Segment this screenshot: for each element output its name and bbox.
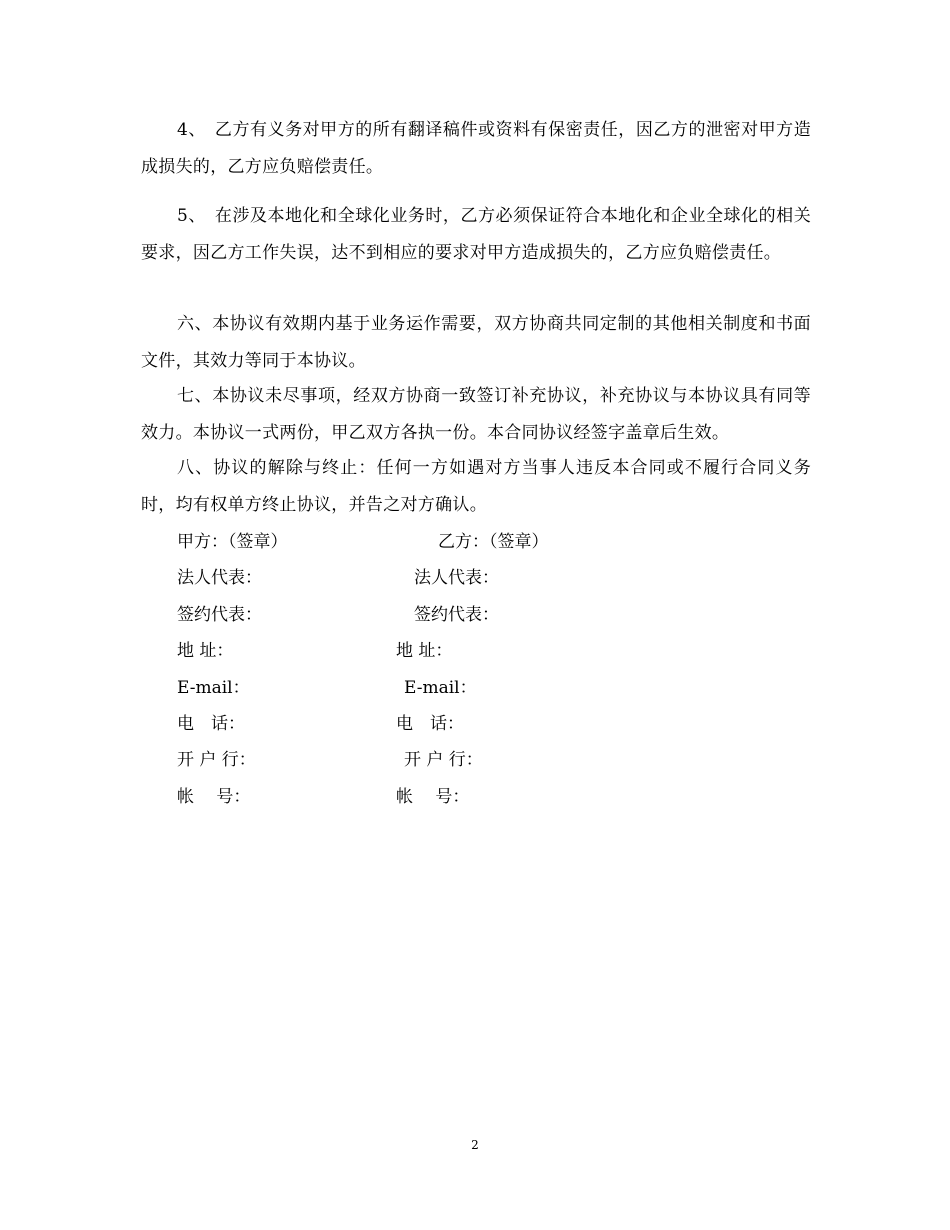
party-a-address-label: 地 址： [177,641,234,661]
page-number: 2 [471,1138,479,1152]
party-a-legal-rep-label: 法人代表： [177,568,262,588]
party-a-signing-rep-label: 签约代表： [177,605,262,625]
signature-row-legal-rep [0,563,950,593]
party-a-email-label: E-mail： [177,678,250,698]
party-a-account-label: 帐 号： [177,787,251,807]
clause-7-paragraph: 七、本协议未尽事项，经双方协商一致签订补充协议，补充协议与本协议具有同等效力。本协议一式两份，甲乙双方各执一份。本合同协议经签字盖章后生效。 [141,386,811,443]
signature-row-party [0,527,950,557]
signature-row-account [0,782,950,812]
party-a-bank-label: 开 户 行： [177,750,256,770]
clause-5-paragraph: 5、 在涉及本地化和全球化业务时，乙方必须保证符合本地化和企业全球化的相关要求，因乙方工作失误，达不到相应的要求对甲方造成损失的，乙方应负赔偿责任。 [141,206,811,263]
party-b-email-label: E-mail： [404,678,477,698]
party-b-address-label: 地 址： [396,641,453,661]
signature-row-bank [0,745,950,775]
clause-6-paragraph: 六、本协议有效期内基于业务运作需要，双方协商共同定制的其他相关制度和书面文件，其效力等同于本协议。 [141,314,811,371]
party-b-legal-rep-label: 法人代表： [414,568,499,588]
clause-4-paragraph: 4、 乙方有义务对甲方的所有翻译稿件或资料有保密责任，因乙方的泄密对甲方造成损失的，乙方应负赔偿责任。 [141,120,811,177]
signature-row-phone [0,709,950,739]
party-b-account-label: 帐 号： [396,787,470,807]
party-b-bank-label: 开 户 行： [404,750,483,770]
party-a-signature-label: 甲方：（签章） [177,532,288,552]
party-b-signing-rep-label: 签约代表： [414,605,499,625]
clause-8-paragraph: 八、协议的解除与终止：任何一方如遇对方当事人违反本合同或不履行合同义务时，均有权单方终止协议，并告之对方确认。 [141,458,811,515]
signature-row-address [0,636,950,666]
party-a-phone-label: 电 话： [177,714,245,734]
party-b-phone-label: 电 话： [396,714,464,734]
signature-row-email [0,673,950,703]
signature-row-signing-rep [0,600,950,630]
party-b-signature-label: 乙方：（签章） [438,532,549,552]
